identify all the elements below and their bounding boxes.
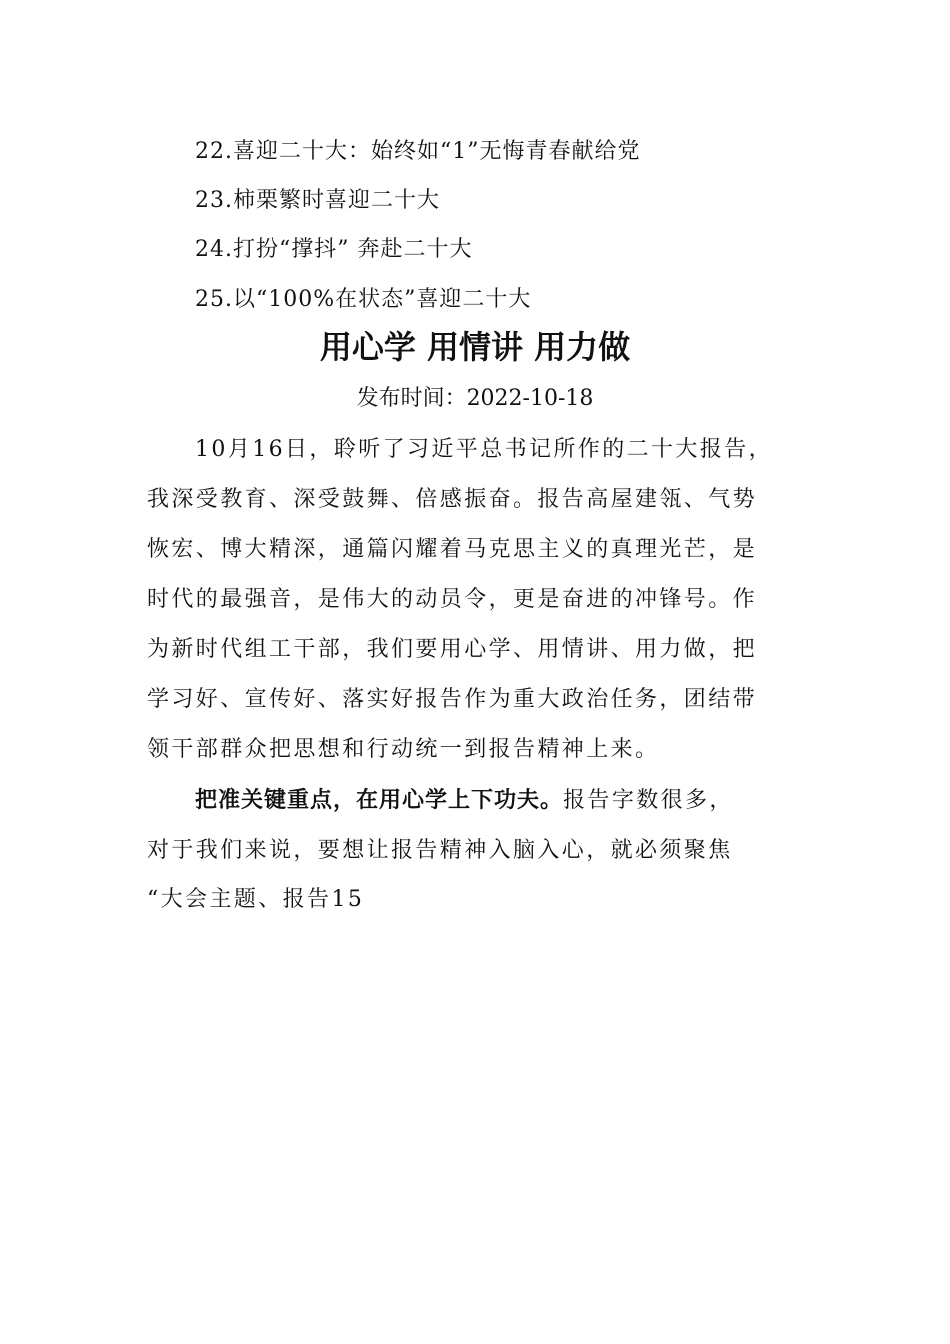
paragraph-line: 对于我们来说，要想让报告精神入脑入心，就必须聚焦 xyxy=(147,838,733,863)
list-item: 25.以“100%在状态”喜迎二十大 xyxy=(195,287,532,312)
paragraph-line: 为新时代组工干部，我们要用心学、用情讲、用力做，把 xyxy=(147,637,758,662)
list-item: 24.打扮“撑抖” 奔赴二十大 xyxy=(195,237,473,262)
list-item: 22.喜迎二十大：始终如“1”无悔青春献给党 xyxy=(195,139,641,164)
paragraph-line xyxy=(195,786,787,816)
article-title: 用心学 用情讲 用力做 xyxy=(319,328,631,366)
paragraph-line: 时代的最强音，是伟大的动员令，更是奋进的冲锋号。作 xyxy=(147,587,758,612)
publish-date: 发布时间：2022-10-18 xyxy=(356,386,594,411)
paragraph-line: “大会主题、报告15 xyxy=(147,887,365,912)
paragraph-text: 报告字数很多， xyxy=(563,788,734,813)
paragraph-line: 我深受教育、深受鼓舞、倍感振奋。报告高屋建瓴、气势 xyxy=(147,487,758,512)
paragraph-line: 领干部群众把思想和行动统一到报告精神上来。 xyxy=(147,737,660,762)
paragraph-line: 10月16日，聆听了习近平总书记所作的二十大报告， xyxy=(195,437,773,462)
key-point-heading: 把准关键重点，在用心学上下功夫。 xyxy=(195,788,564,813)
paragraph-line: 恢宏、博大精深，通篇闪耀着马克思主义的真理光芒，是 xyxy=(147,537,758,562)
list-item: 23.柿栗繁时喜迎二十大 xyxy=(195,188,440,213)
paragraph-line: 学习好、宣传好、落实好报告作为重大政治任务，团结带 xyxy=(147,687,758,712)
